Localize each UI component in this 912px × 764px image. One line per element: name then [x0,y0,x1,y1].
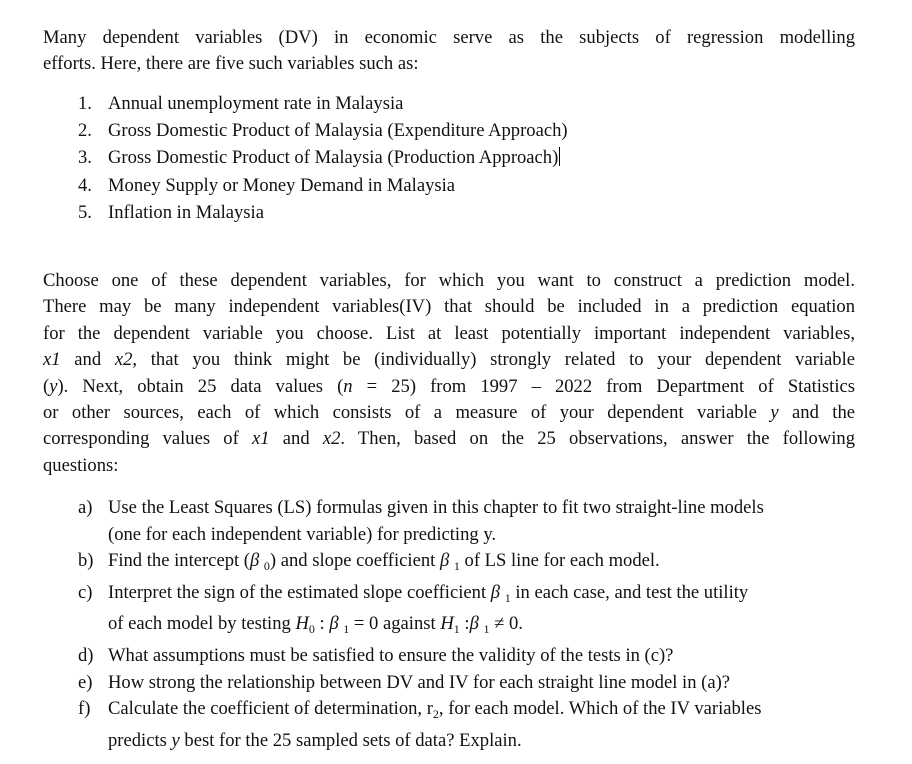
body-line-5: (y). Next, obtain 25 data values (n = 25) from 1997 – 2022 from Department of Statistics [43,375,855,397]
intro-paragraph [43,25,855,78]
intro-line-2: efforts. Here, there are five such variables such as: [43,53,419,75]
body-line-3: for the dependent variable you choose. List at least potentially important independent variables, [43,322,855,344]
dependent-variable-list [78,90,568,226]
question-d: d) What assumptions must be satisfied to ensure the validity of the tests in (c)? [78,644,674,666]
body-line-1: Choose one of these dependent variables, for which you want to construct a prediction model. [43,270,855,291]
list-item: 2. Gross Domestic Product of Malaysia (Expenditure Approach) [78,120,568,142]
list-item: 4. Money Supply or Money Demand in Malaysia [78,174,456,196]
list-item: 3. Gross Domestic Product of Malaysia (Production Approach) [78,147,559,169]
body-line-7: corresponding values of x1 and x2. Then, based on the 25 observations, answer the following [43,428,855,450]
question-f: f) Calculate the coefficient of determination, $r_2$, for each model. Which of the IV variables predicts y best for the 25 sampled sets of data? Explain. [78,698,762,751]
question-list [78,495,856,754]
list-item: 5. Inflation in Malaysia [78,201,264,223]
text-cursor [559,147,560,166]
body-line-4: x1 and x2, that you think might be (individually) strongly related to your dependent variable [43,349,855,371]
instructions-paragraph [43,268,855,479]
intro-line-1: Many dependent variables (DV) in economic serve as the subjects of regression modelling [43,27,855,48]
question-c: c) Interpret the sign of the estimated slope coefficient β $_1$ in each case, and test the utility of each model by testing $H_0$ : β $_1$ = 0 against $H_1$ :β $_1$ ≠ 0. [78,581,749,637]
question-b: b) Find the intercept (β $_0$) and slope coefficient β $_1$ of LS line for each model. [78,550,660,574]
list-item: 1. Annual unemployment rate in Malaysia [78,93,404,114]
question-a: a) Use the Least Squares (LS) formulas given in this chapter to fit two straight-line models (one for each independent variable) for predicting y. [78,497,764,545]
body-line-2: There may be many independent variables(IV) that should be included in a prediction equation [43,296,855,318]
body-line-6: or other sources, each of which consists of a measure of your dependent variable y and the [43,402,856,424]
body-line-8: questions: [43,454,119,476]
question-e: e) How strong the relationship between DV and IV for each straight line model in (a)? [78,671,731,693]
